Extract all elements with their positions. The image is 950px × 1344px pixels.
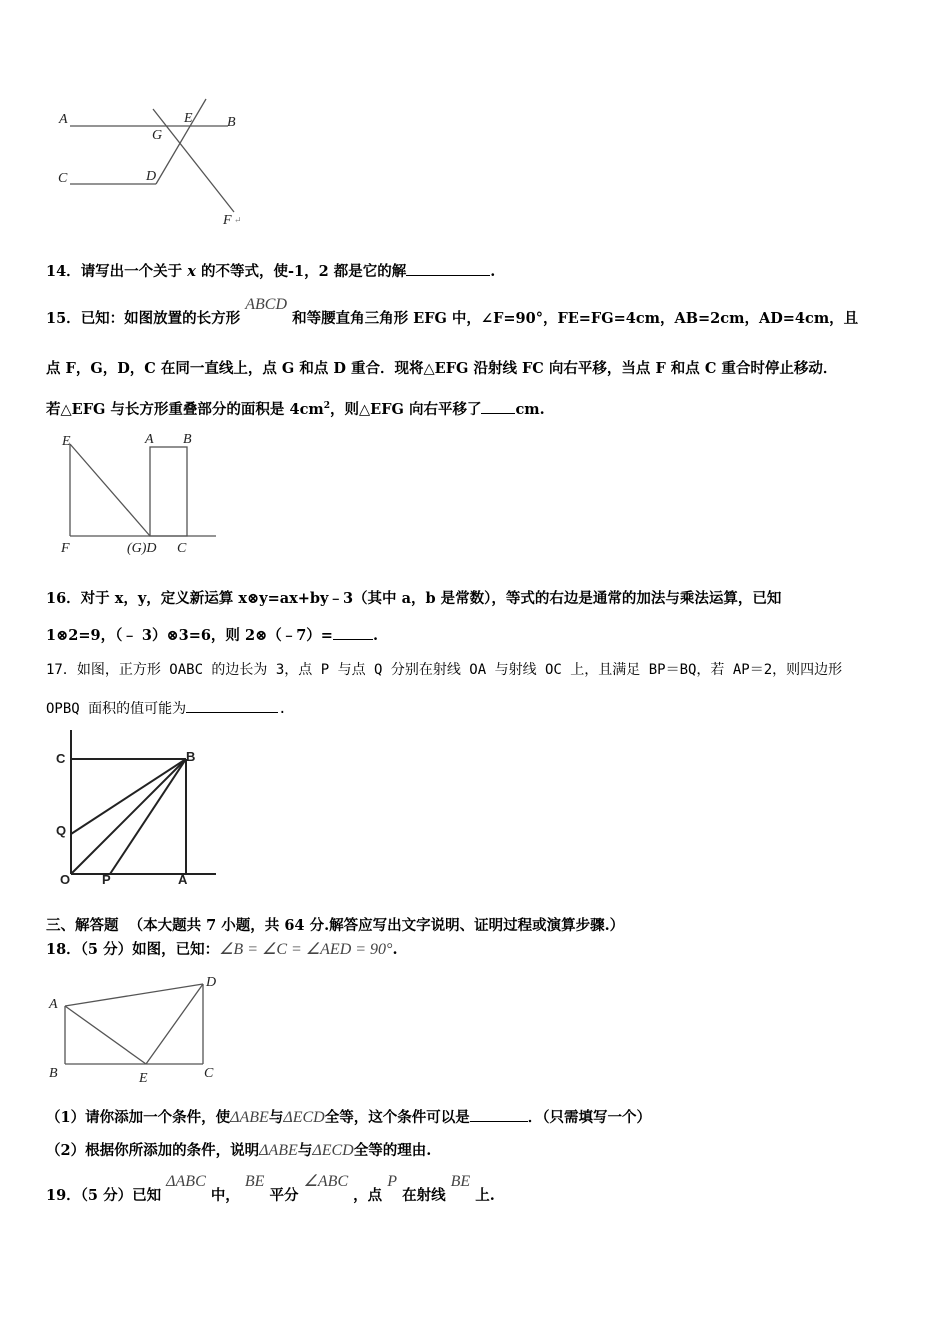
- label-A: A: [145, 432, 154, 447]
- question-17-line2: OPBQ 面积的值可能为 .: [46, 698, 287, 719]
- label-G: G: [152, 128, 163, 143]
- label-C: C: [204, 1066, 214, 1081]
- label-B: B: [227, 115, 236, 130]
- label-E: E: [139, 1071, 148, 1086]
- label-D: D: [206, 975, 217, 990]
- label-C: C: [177, 541, 187, 556]
- label-Q: Q: [56, 823, 67, 838]
- question-18-part1: （1）请你添加一个条件，使ΔABE与ΔECD全等，这个条件可以是 ．（只需填写一个）: [46, 1109, 651, 1126]
- question-15-line2: 点 F，G，D，C 在同一直线上，点 G 和点 D 重合．现将△EFG 沿射线 FC 向右平移，当点 F 和点 C 重合时停止移动．: [46, 360, 838, 377]
- figure-q13: [50, 96, 260, 230]
- label-B: B: [49, 1066, 58, 1081]
- question-15-line3: 若△EFG 与长方形重叠部分的面积是 $4cm^2$，则△EFG 向右平移了 cm.: [46, 400, 545, 418]
- question-14: 14．请写出一个关于 x 的不等式，使-1，2 都是它的解 .: [46, 263, 496, 280]
- figure-q15: [52, 428, 227, 558]
- label-A: A: [178, 872, 188, 887]
- figure-q17: [52, 730, 222, 890]
- answer-blank-15[interactable]: [481, 399, 515, 414]
- label-B: B: [186, 749, 196, 764]
- answer-blank-18[interactable]: [470, 1107, 528, 1122]
- label-O: O: [60, 872, 71, 887]
- question-15-line1: 15．已知：如图放置的长方形 ABCD 和等腰直角三角形 EFG 中，∠F=90°，FE=FG=4cm，AB=2cm，AD=4cm，且: [46, 296, 859, 327]
- label-P: P: [102, 872, 111, 887]
- question-18-part2: （2）根据你所添加的条件，说明ΔABE与ΔECD全等的理由.: [46, 1142, 432, 1159]
- label-F: F: [61, 541, 70, 556]
- question-17-line1: 17．如图，正方形 OABC 的边长为 3，点 P 与点 Q 分别在射线 OA 与射线 OC 上，且满足 BP＝BQ，若 AP＝2，则四边形: [46, 662, 843, 678]
- question-16-line1: 16．对于 x，y，定义新运算 x⊗y=ax+by﹣3（其中 a，b 是常数），等式的右边是通常的加法与乘法运算，已知: [46, 590, 782, 607]
- label-E: E: [184, 111, 193, 126]
- label-B: B: [183, 432, 192, 447]
- question-18-head: 18．（5 分）如图，已知：∠B = ∠C = ∠AED = 90°.: [46, 941, 398, 958]
- label-A: A: [49, 997, 58, 1012]
- question-19: 19．（5 分）已知 ΔABC 中， BE 平分 ∠ABC ，点 P 在射线 BE 上.: [46, 1173, 495, 1204]
- label-C: C: [56, 751, 66, 766]
- answer-blank-16[interactable]: [333, 625, 373, 640]
- label-F: F: [223, 213, 232, 228]
- svg-text:↵: ↵: [234, 215, 242, 225]
- label-E: E: [62, 434, 71, 449]
- section-3-heading: 三、解答题 （本大题共 7 小题，共 64 分.解答应写出文字说明、证明过程或演算步骤.）: [46, 917, 625, 934]
- label-A: A: [59, 112, 68, 127]
- figure-q18: [44, 970, 229, 1088]
- label-C: C: [58, 171, 68, 186]
- answer-blank-14[interactable]: [406, 261, 490, 276]
- answer-blank-17[interactable]: [186, 698, 278, 713]
- question-16-line2: 1⊗2=9，（﹣ 3）⊗3=6，则 2⊗（﹣7）= .: [46, 627, 379, 644]
- label-GD: (G)D: [127, 541, 157, 556]
- label-D: D: [146, 169, 157, 184]
